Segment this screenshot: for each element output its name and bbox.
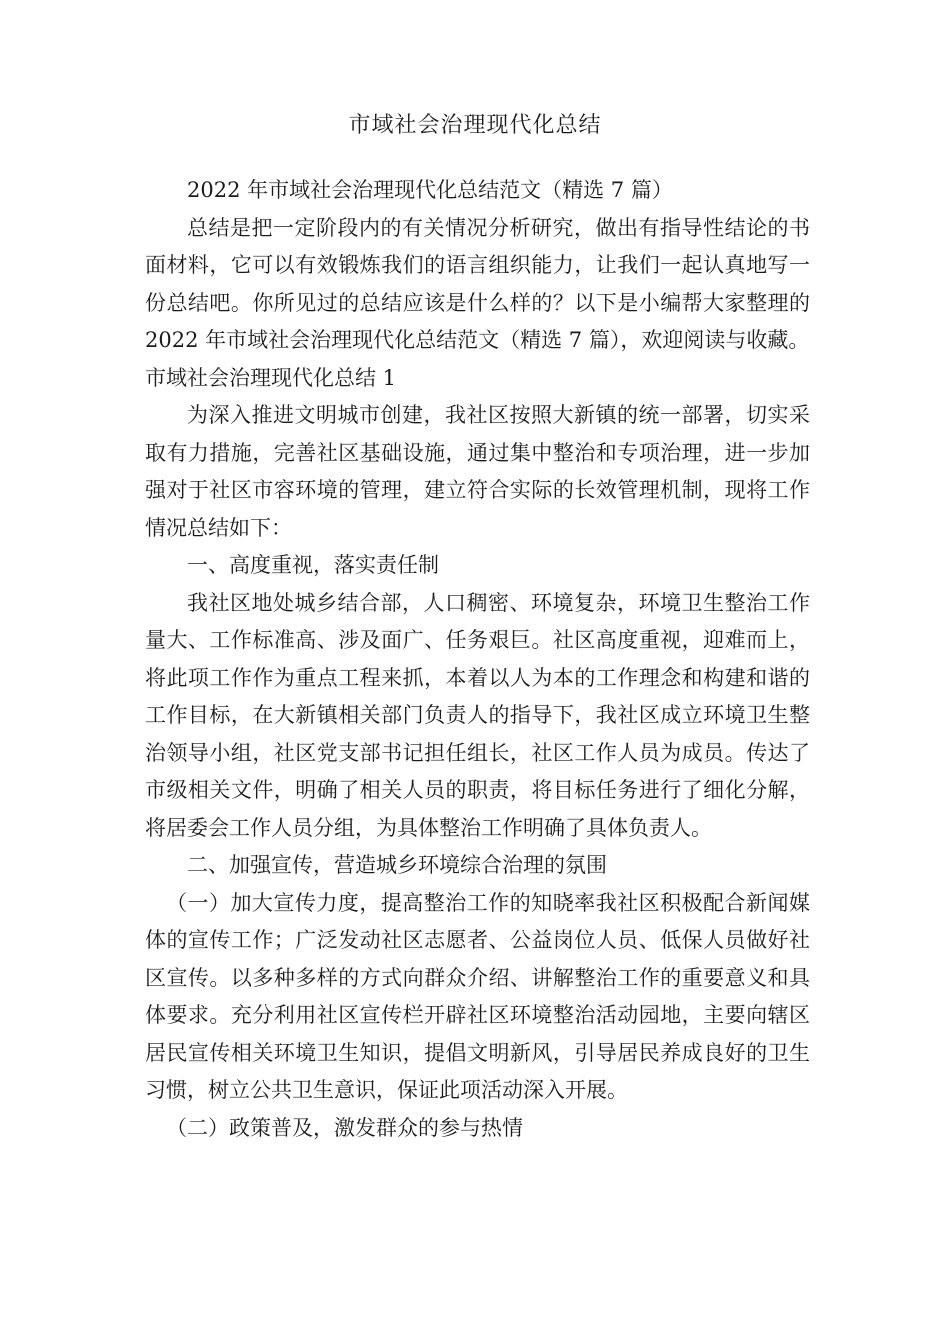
document-body [145, 172, 810, 1147]
body-paragraph: （一）加大宣传力度，提高整治工作的知晓率我社区积极配合新闻媒体的宣传工作；广泛发动社区志愿者、公益岗位人员、低保人员做好社区宣传。以多种多样的方式向群众介绍、讲解整治工作的重要意义和具体要求。充分利用社区宣传栏开辟社区环境整治活动园地，主要向辖区居民宣传相关环境卫生知识，提倡文明新风，引导居民养成良好的卫生习惯，树立公共卫生意识，保证此项活动深入开展。 [145, 890, 810, 1102]
intro-paragraph: 总结是把一定阶段内的有关情况分析研究，做出有指导性结论的书面材料，它可以有效锻炼我们的语言组织能力，让我们一起认真地写一份总结吧。你所见过的总结应该是什么样的？以下是小编帮大家整理的2022 年市域社会治理现代化总结范文（精选 7 篇），欢迎阅读与收藏。 [145, 215, 810, 352]
document-title: 市域社会治理现代化总结 [348, 113, 602, 138]
subheading-1: 一、高度重视，落实责任制 [187, 553, 439, 577]
subheading-2: 二、加强宣传，营造城乡环境综合治理的氛围 [187, 853, 607, 877]
subheading-3: （二）政策普及，激发群众的参与热情 [166, 1115, 523, 1140]
subtitle-paragraph: 2022 年市域社会治理现代化总结范文（精选 7 篇） [187, 178, 673, 202]
section-heading-1: 市域社会治理现代化总结 1 [145, 365, 397, 390]
body-paragraph: 我社区地处城乡结合部，人口稠密、环境复杂，环境卫生整治工作量大、工作标准高、涉及面广、任务艰巨。社区高度重视，迎难而上，将此项工作作为重点工程来抓，本着以人为本的工作理念和构建和谐的工作目标，在大新镇相关部门负责人的指导下，我社区成立环境卫生整治领导小组，社区党支部书记担任组长，社区工作人员为成员。传达了市级相关文件，明确了相关人员的职责，将目标任务进行了细化分解，将居委会工作人员分组，为具体整治工作明确了具体负责人。 [145, 590, 810, 840]
body-paragraph: 为深入推进文明城市创建，我社区按照大新镇的统一部署，切实采取有力措施，完善社区基础设施，通过集中整治和专项治理，进一步加强对于社区市容环境的管理，建立符合实际的长效管理机制，现将工作情况总结如下： [145, 403, 810, 540]
